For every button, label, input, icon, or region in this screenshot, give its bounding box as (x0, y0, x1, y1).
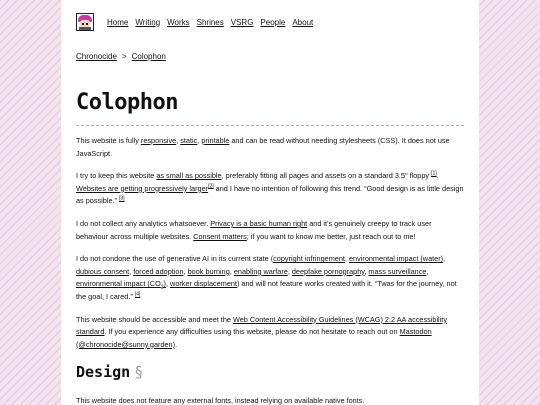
link-printable[interactable]: printable (201, 136, 230, 145)
title-divider (76, 125, 464, 126)
paragraph-accessibility: This website should be accessible and meet the Web Content Accessibility Guidelines (WCAG) 2.2 AA accessibility standard. If you experience any difficulties using this website, please do not hesitate to reach out on Mastodon (@chronocide@sunny.garden). (76, 314, 447, 349)
link-deepfake-pornography[interactable]: deepfake pornography (291, 266, 365, 276)
link-static[interactable]: static (180, 136, 198, 145)
nav-item-people[interactable]: People (260, 17, 286, 27)
link-websites-getting-larger[interactable]: Websites are getting progressively larger (76, 183, 209, 193)
section-heading-design: Design § (76, 363, 144, 382)
paragraph-static-site: This website is fully responsive, static, printable and can be read without needing stylesheets (CSS). It does not use JavaScript. (76, 136, 450, 158)
link-wcag-standard[interactable]: Web Content Accessibility Guidelines (WCAG) 2.2 AA accessibility standard (76, 314, 447, 337)
page-title: Colophon (76, 90, 178, 115)
link-as-small-as-possible[interactable]: as small as possible (156, 171, 222, 181)
breadcrumb-root-link[interactable]: Chronocide (76, 52, 117, 61)
breadcrumb-separator: > (121, 52, 127, 61)
footnote-2-link[interactable]: [2] (208, 183, 214, 190)
link-consent-matters[interactable]: Consent matters (193, 231, 247, 241)
breadcrumb-current-link[interactable]: Colophon (131, 52, 166, 61)
link-mastodon[interactable]: Mastodon (@chronocide@sunny.garden) (76, 327, 432, 349)
nav-item-vsrg[interactable]: VSRG (230, 17, 254, 27)
link-environmental-impact-water[interactable]: environmental impact (water) (349, 254, 444, 264)
footnote-4-link[interactable]: [4] (134, 291, 141, 298)
nav-item-about[interactable]: About (292, 17, 314, 27)
link-privacy-human-right[interactable]: Privacy is a basic human right (210, 218, 308, 228)
paragraph-generative-ai: I do not condone the use of generative AI in its current state (copyright infringement, environmental impact (water), dubious consent, forced adoption, book burning, enabling warfare, deepfake pornography, mass surveillance, environmental impact $(CO_2)$, worker displacement) and will not feature works created with it. “Twas for the journey, not the goal, I cared.” [4] (76, 254, 457, 301)
link-book-burning[interactable]: book burning (187, 266, 230, 276)
link-dubious-consent[interactable]: dubious consent (76, 266, 130, 276)
nav-item-shrines[interactable]: Shrines (196, 17, 224, 27)
section-anchor-link[interactable]: § (134, 363, 144, 382)
site-logo-avatar-icon[interactable] (76, 13, 94, 31)
footnote-3-link[interactable]: [3] (119, 195, 125, 202)
nav-item-works[interactable]: Works (167, 17, 190, 27)
link-worker-displacement[interactable]: worker displacement (170, 279, 237, 289)
page-container (61, 0, 479, 405)
link-environmental-impact-co2[interactable]: environmental impact $(CO_2)$ (76, 279, 166, 291)
link-responsive[interactable]: responsive (140, 136, 177, 145)
footnote-1-link[interactable]: [1] (431, 170, 437, 177)
nav-item-home[interactable]: Home (107, 17, 129, 27)
paragraph-small-site: I try to keep this website as small as possible, preferably fitting all pages and assets on a standard 3.5" floppy [1]. Websites are getting progressively larger[2] and I have no intention of following this trend. “Good design is as little design as possible.” [3] (76, 170, 464, 206)
link-enabling-warfare[interactable]: enabling warfare (233, 266, 288, 276)
top-nav (76, 11, 464, 33)
link-mass-surveillance[interactable]: mass surveillance (368, 266, 427, 276)
link-forced-adoption[interactable]: forced adoption (133, 266, 184, 276)
link-copyright-infringement[interactable]: copyright infringement (273, 254, 345, 264)
breadcrumb (76, 52, 464, 64)
paragraph-design-fonts: This website does not feature any external fonts, instead relying on available native fonts. (76, 396, 365, 405)
nav-item-writing[interactable]: Writing (135, 17, 161, 27)
paragraph-privacy: I do not collect any analytics whatsoever. Privacy is a basic human right and it's genuinely creepy to track user behaviour across multiple websites. Consent matters; if you want to know me better, just reach out to me! (76, 218, 432, 241)
